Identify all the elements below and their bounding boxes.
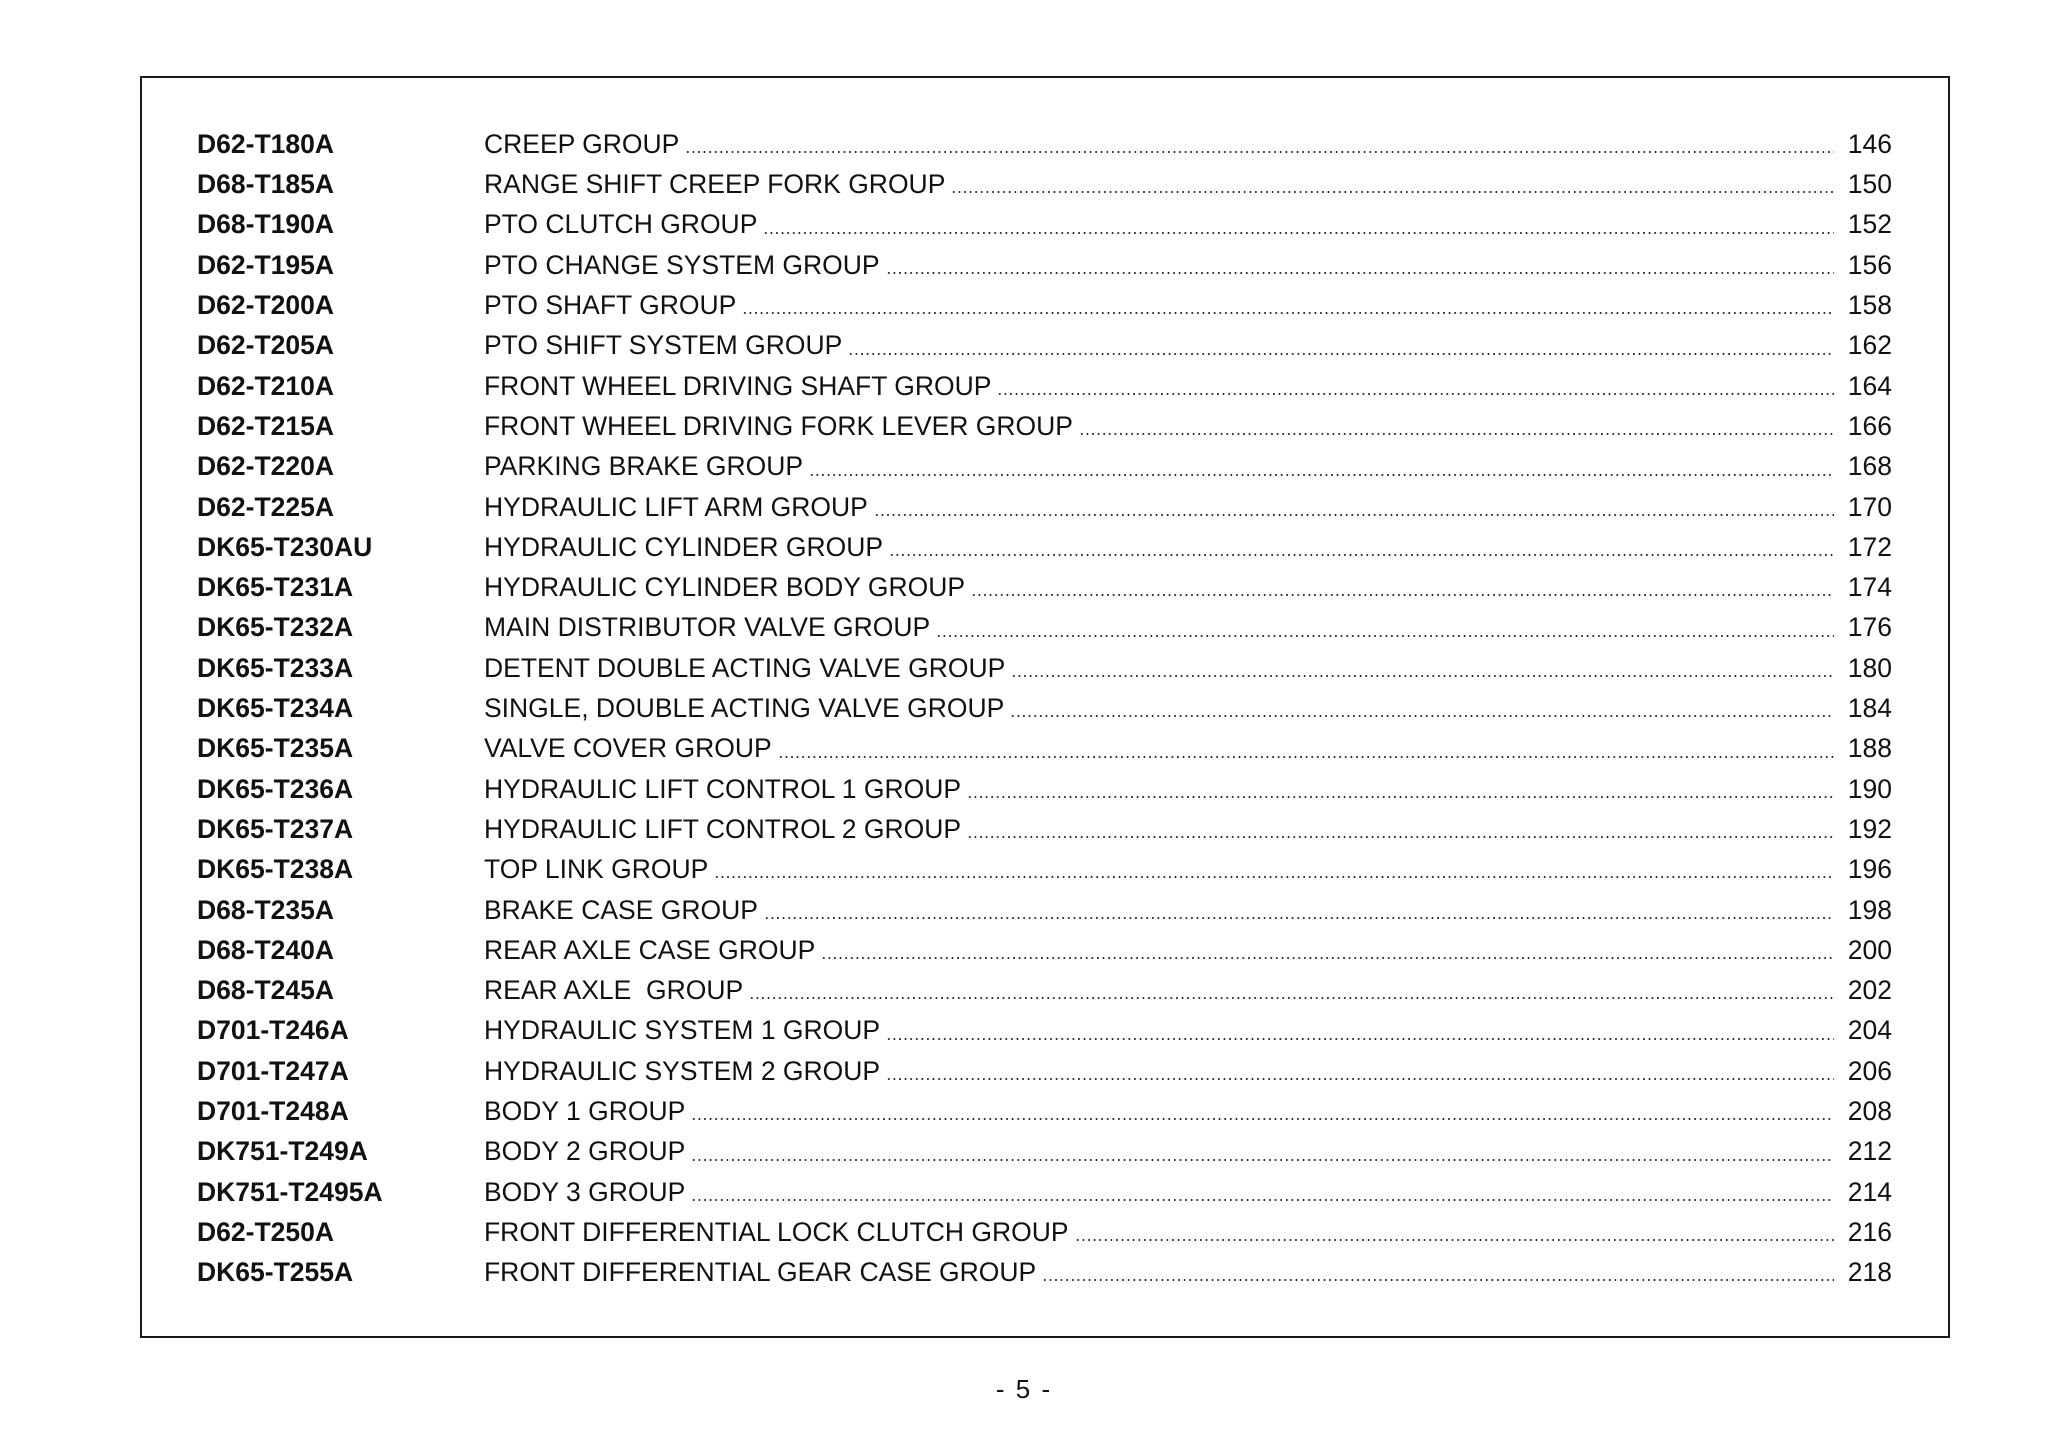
toc-entry-title: PTO SHIFT SYSTEM GROUP xyxy=(484,330,843,361)
toc-entry[interactable] xyxy=(197,930,1892,970)
toc-entry-code: DK65-T236A xyxy=(197,773,354,804)
toc-entry-title: TOP LINK GROUP xyxy=(484,854,709,885)
toc-entry-page: 184 xyxy=(1847,693,1892,724)
dot-leader xyxy=(742,292,1834,318)
toc-entry-page: 180 xyxy=(1847,652,1892,683)
toc-entry-code: DK65-T237A xyxy=(197,813,354,844)
toc-entry[interactable] xyxy=(197,1091,1892,1131)
toc-entry-code: D62-T225A xyxy=(197,491,334,522)
toc-entry-page: 218 xyxy=(1847,1257,1892,1288)
toc-entry-title: FRONT WHEEL DRIVING FORK LEVER GROUP xyxy=(484,410,1073,441)
dot-leader xyxy=(763,212,1834,238)
toc-entry-code: D701-T247A xyxy=(197,1055,349,1086)
toc-entry-title: HYDRAULIC LIFT ARM GROUP xyxy=(484,491,868,522)
toc-entry[interactable] xyxy=(197,487,1892,527)
toc-entry[interactable] xyxy=(197,728,1892,768)
dot-leader xyxy=(1042,1259,1834,1285)
dot-leader xyxy=(764,897,1834,923)
toc-entry-code: D62-T195A xyxy=(197,249,334,280)
dot-leader xyxy=(778,736,1834,762)
dot-leader xyxy=(714,856,1834,882)
dot-leader xyxy=(821,937,1834,963)
toc-entry-code: D62-T215A xyxy=(197,410,334,441)
page-number: - 5 - xyxy=(995,1374,1053,1404)
toc-entry-code: D62-T180A xyxy=(197,128,334,159)
toc-entry-code: DK751-T2495A xyxy=(197,1176,383,1207)
dot-leader xyxy=(848,333,1834,359)
dot-leader xyxy=(936,615,1834,641)
toc-entry-code: D62-T250A xyxy=(197,1216,334,1247)
toc-entry[interactable] xyxy=(197,366,1892,406)
toc-entry-code: D68-T235A xyxy=(197,894,334,925)
toc-entry-code: DK65-T255A xyxy=(197,1257,354,1288)
toc-entry[interactable] xyxy=(197,124,1892,164)
toc-entry-title: REAR AXLE CASE GROUP xyxy=(484,934,816,965)
toc-entry-page: 156 xyxy=(1847,249,1892,280)
dot-leader xyxy=(886,252,1834,278)
toc-entry[interactable] xyxy=(197,406,1892,446)
toc-entry-title: HYDRAULIC CYLINDER GROUP xyxy=(484,531,884,562)
toc-entry-title: MAIN DISTRIBUTOR VALVE GROUP xyxy=(484,612,931,643)
toc-entry-code: D701-T246A xyxy=(197,1015,349,1046)
toc-entry-page: 196 xyxy=(1847,854,1892,885)
toc-entry-title: BODY 3 GROUP xyxy=(484,1176,686,1207)
dot-leader xyxy=(971,574,1834,600)
toc-entry[interactable] xyxy=(197,1252,1892,1292)
dot-leader xyxy=(886,1018,1834,1044)
toc-entry-title: PTO CHANGE SYSTEM GROUP xyxy=(484,249,880,280)
dot-leader xyxy=(691,1179,1834,1205)
dot-leader xyxy=(951,171,1834,197)
toc-entry-page: 200 xyxy=(1847,934,1892,965)
toc-entry-code: D68-T240A xyxy=(197,934,334,965)
toc-entry-code: D68-T185A xyxy=(197,169,334,200)
dot-leader xyxy=(874,494,1834,520)
toc-entry-title: HYDRAULIC SYSTEM 2 GROUP xyxy=(484,1055,881,1086)
toc-entry-code: DK65-T230AU xyxy=(197,531,373,562)
toc-entry-title: BRAKE CASE GROUP xyxy=(484,894,758,925)
toc-entry[interactable] xyxy=(197,849,1892,889)
toc-entry-page: 190 xyxy=(1847,773,1892,804)
dot-leader xyxy=(889,534,1834,560)
toc-entry[interactable] xyxy=(197,688,1892,728)
toc-entry-code: D62-T200A xyxy=(197,290,334,321)
toc-entry[interactable] xyxy=(197,567,1892,607)
toc-entry-page: 198 xyxy=(1847,894,1892,925)
toc-entry-code: DK65-T235A xyxy=(197,733,354,764)
toc-entry-code: DK65-T233A xyxy=(197,652,354,683)
toc-entry-title: FRONT DIFFERENTIAL GEAR CASE GROUP xyxy=(484,1257,1037,1288)
toc-entry-title: FRONT DIFFERENTIAL LOCK CLUTCH GROUP xyxy=(484,1216,1069,1247)
toc-entry[interactable] xyxy=(197,245,1892,285)
toc-entry[interactable] xyxy=(197,1172,1892,1212)
toc-entry-page: 208 xyxy=(1847,1096,1892,1127)
toc-entry-code: DK65-T234A xyxy=(197,693,354,724)
toc-entry-code: D701-T248A xyxy=(197,1096,349,1127)
toc-entry-title: VALVE COVER GROUP xyxy=(484,733,772,764)
toc-entry-page: 162 xyxy=(1847,330,1892,361)
toc-entry[interactable] xyxy=(197,527,1892,567)
toc-entry[interactable] xyxy=(197,1051,1892,1091)
toc-entry-title: PTO CLUTCH GROUP xyxy=(484,209,758,240)
toc-entry-title: RANGE SHIFT CREEP FORK GROUP xyxy=(484,169,946,200)
toc-entry-code: D68-T245A xyxy=(197,975,334,1006)
toc-entry-title: CREEP GROUP xyxy=(484,128,680,159)
toc-entry[interactable] xyxy=(197,205,1892,245)
toc-entry[interactable] xyxy=(197,285,1892,325)
dot-leader xyxy=(997,373,1834,399)
toc-entry[interactable] xyxy=(197,446,1892,486)
toc-entry[interactable] xyxy=(197,608,1892,648)
toc-entry-code: DK65-T232A xyxy=(197,612,354,643)
toc-entry-page: 170 xyxy=(1847,491,1892,522)
dot-leader xyxy=(691,1098,1834,1124)
toc-entry[interactable] xyxy=(197,1011,1892,1051)
dot-leader xyxy=(886,1058,1834,1084)
toc-entry-code: D62-T205A xyxy=(197,330,334,361)
toc-entry[interactable] xyxy=(197,1212,1892,1252)
toc-entry-page: 146 xyxy=(1847,128,1892,159)
toc-entry-page: 158 xyxy=(1847,290,1892,321)
toc-entry-page: 188 xyxy=(1847,733,1892,764)
toc-entry[interactable] xyxy=(197,769,1892,809)
toc-entry-code: DK751-T249A xyxy=(197,1136,368,1167)
toc-entry-page: 216 xyxy=(1847,1216,1892,1247)
toc-entry-page: 204 xyxy=(1847,1015,1892,1046)
toc-entry-page: 152 xyxy=(1847,209,1892,240)
toc-entry-title: BODY 2 GROUP xyxy=(484,1136,686,1167)
dot-leader xyxy=(691,1139,1834,1165)
toc-entry[interactable] xyxy=(197,648,1892,688)
toc-entry-page: 202 xyxy=(1847,975,1892,1006)
toc-entry-page: 212 xyxy=(1847,1136,1892,1167)
toc-entry-page: 150 xyxy=(1847,169,1892,200)
toc-entry-title: BODY 1 GROUP xyxy=(484,1096,686,1127)
toc-entry-title: REAR AXLE GROUP xyxy=(484,975,744,1006)
toc-entry-page: 206 xyxy=(1847,1055,1892,1086)
dot-leader xyxy=(1075,1219,1834,1245)
toc-entry-page: 192 xyxy=(1847,813,1892,844)
toc-entry-code: D62-T220A xyxy=(197,451,334,482)
dot-leader xyxy=(967,776,1834,802)
toc-entry[interactable] xyxy=(197,970,1892,1010)
toc-entry-title: PTO SHAFT GROUP xyxy=(484,290,737,321)
dot-leader xyxy=(1011,655,1834,681)
toc-entry-title: HYDRAULIC CYLINDER BODY GROUP xyxy=(484,572,966,603)
dot-leader xyxy=(1010,695,1834,721)
toc-entry-title: PARKING BRAKE GROUP xyxy=(484,451,804,482)
toc-entry-title: HYDRAULIC SYSTEM 1 GROUP xyxy=(484,1015,881,1046)
toc-entry[interactable] xyxy=(197,164,1892,204)
toc-entry-code: D68-T190A xyxy=(197,209,334,240)
toc-entry-code: DK65-T231A xyxy=(197,572,354,603)
toc-entry[interactable] xyxy=(197,1131,1892,1171)
toc-entry-code: DK65-T238A xyxy=(197,854,354,885)
toc-entry-page: 166 xyxy=(1847,410,1892,441)
toc-entry-page: 174 xyxy=(1847,572,1892,603)
toc-entry-page: 168 xyxy=(1847,451,1892,482)
toc-entry-title: FRONT WHEEL DRIVING SHAFT GROUP xyxy=(484,370,992,401)
toc-entry-title: HYDRAULIC LIFT CONTROL 1 GROUP xyxy=(484,773,962,804)
toc-entry-page: 176 xyxy=(1847,612,1892,643)
toc-entry-title: HYDRAULIC LIFT CONTROL 2 GROUP xyxy=(484,813,962,844)
toc-entry-code: D62-T210A xyxy=(197,370,334,401)
dot-leader xyxy=(685,131,1834,157)
toc-entry-title: SINGLE, DOUBLE ACTING VALVE GROUP xyxy=(484,693,1005,724)
toc-entry[interactable] xyxy=(197,325,1892,365)
dot-leader xyxy=(967,816,1834,842)
toc-entry-page: 172 xyxy=(1847,531,1892,562)
toc-entry-title: DETENT DOUBLE ACTING VALVE GROUP xyxy=(484,652,1006,683)
table-of-contents xyxy=(197,124,1892,1293)
toc-entry[interactable] xyxy=(197,890,1892,930)
toc-entry[interactable] xyxy=(197,809,1892,849)
toc-entry-page: 164 xyxy=(1847,370,1892,401)
dot-leader xyxy=(1079,413,1834,439)
dot-leader xyxy=(809,454,1834,480)
dot-leader xyxy=(749,977,1834,1003)
toc-entry-page: 214 xyxy=(1847,1176,1892,1207)
